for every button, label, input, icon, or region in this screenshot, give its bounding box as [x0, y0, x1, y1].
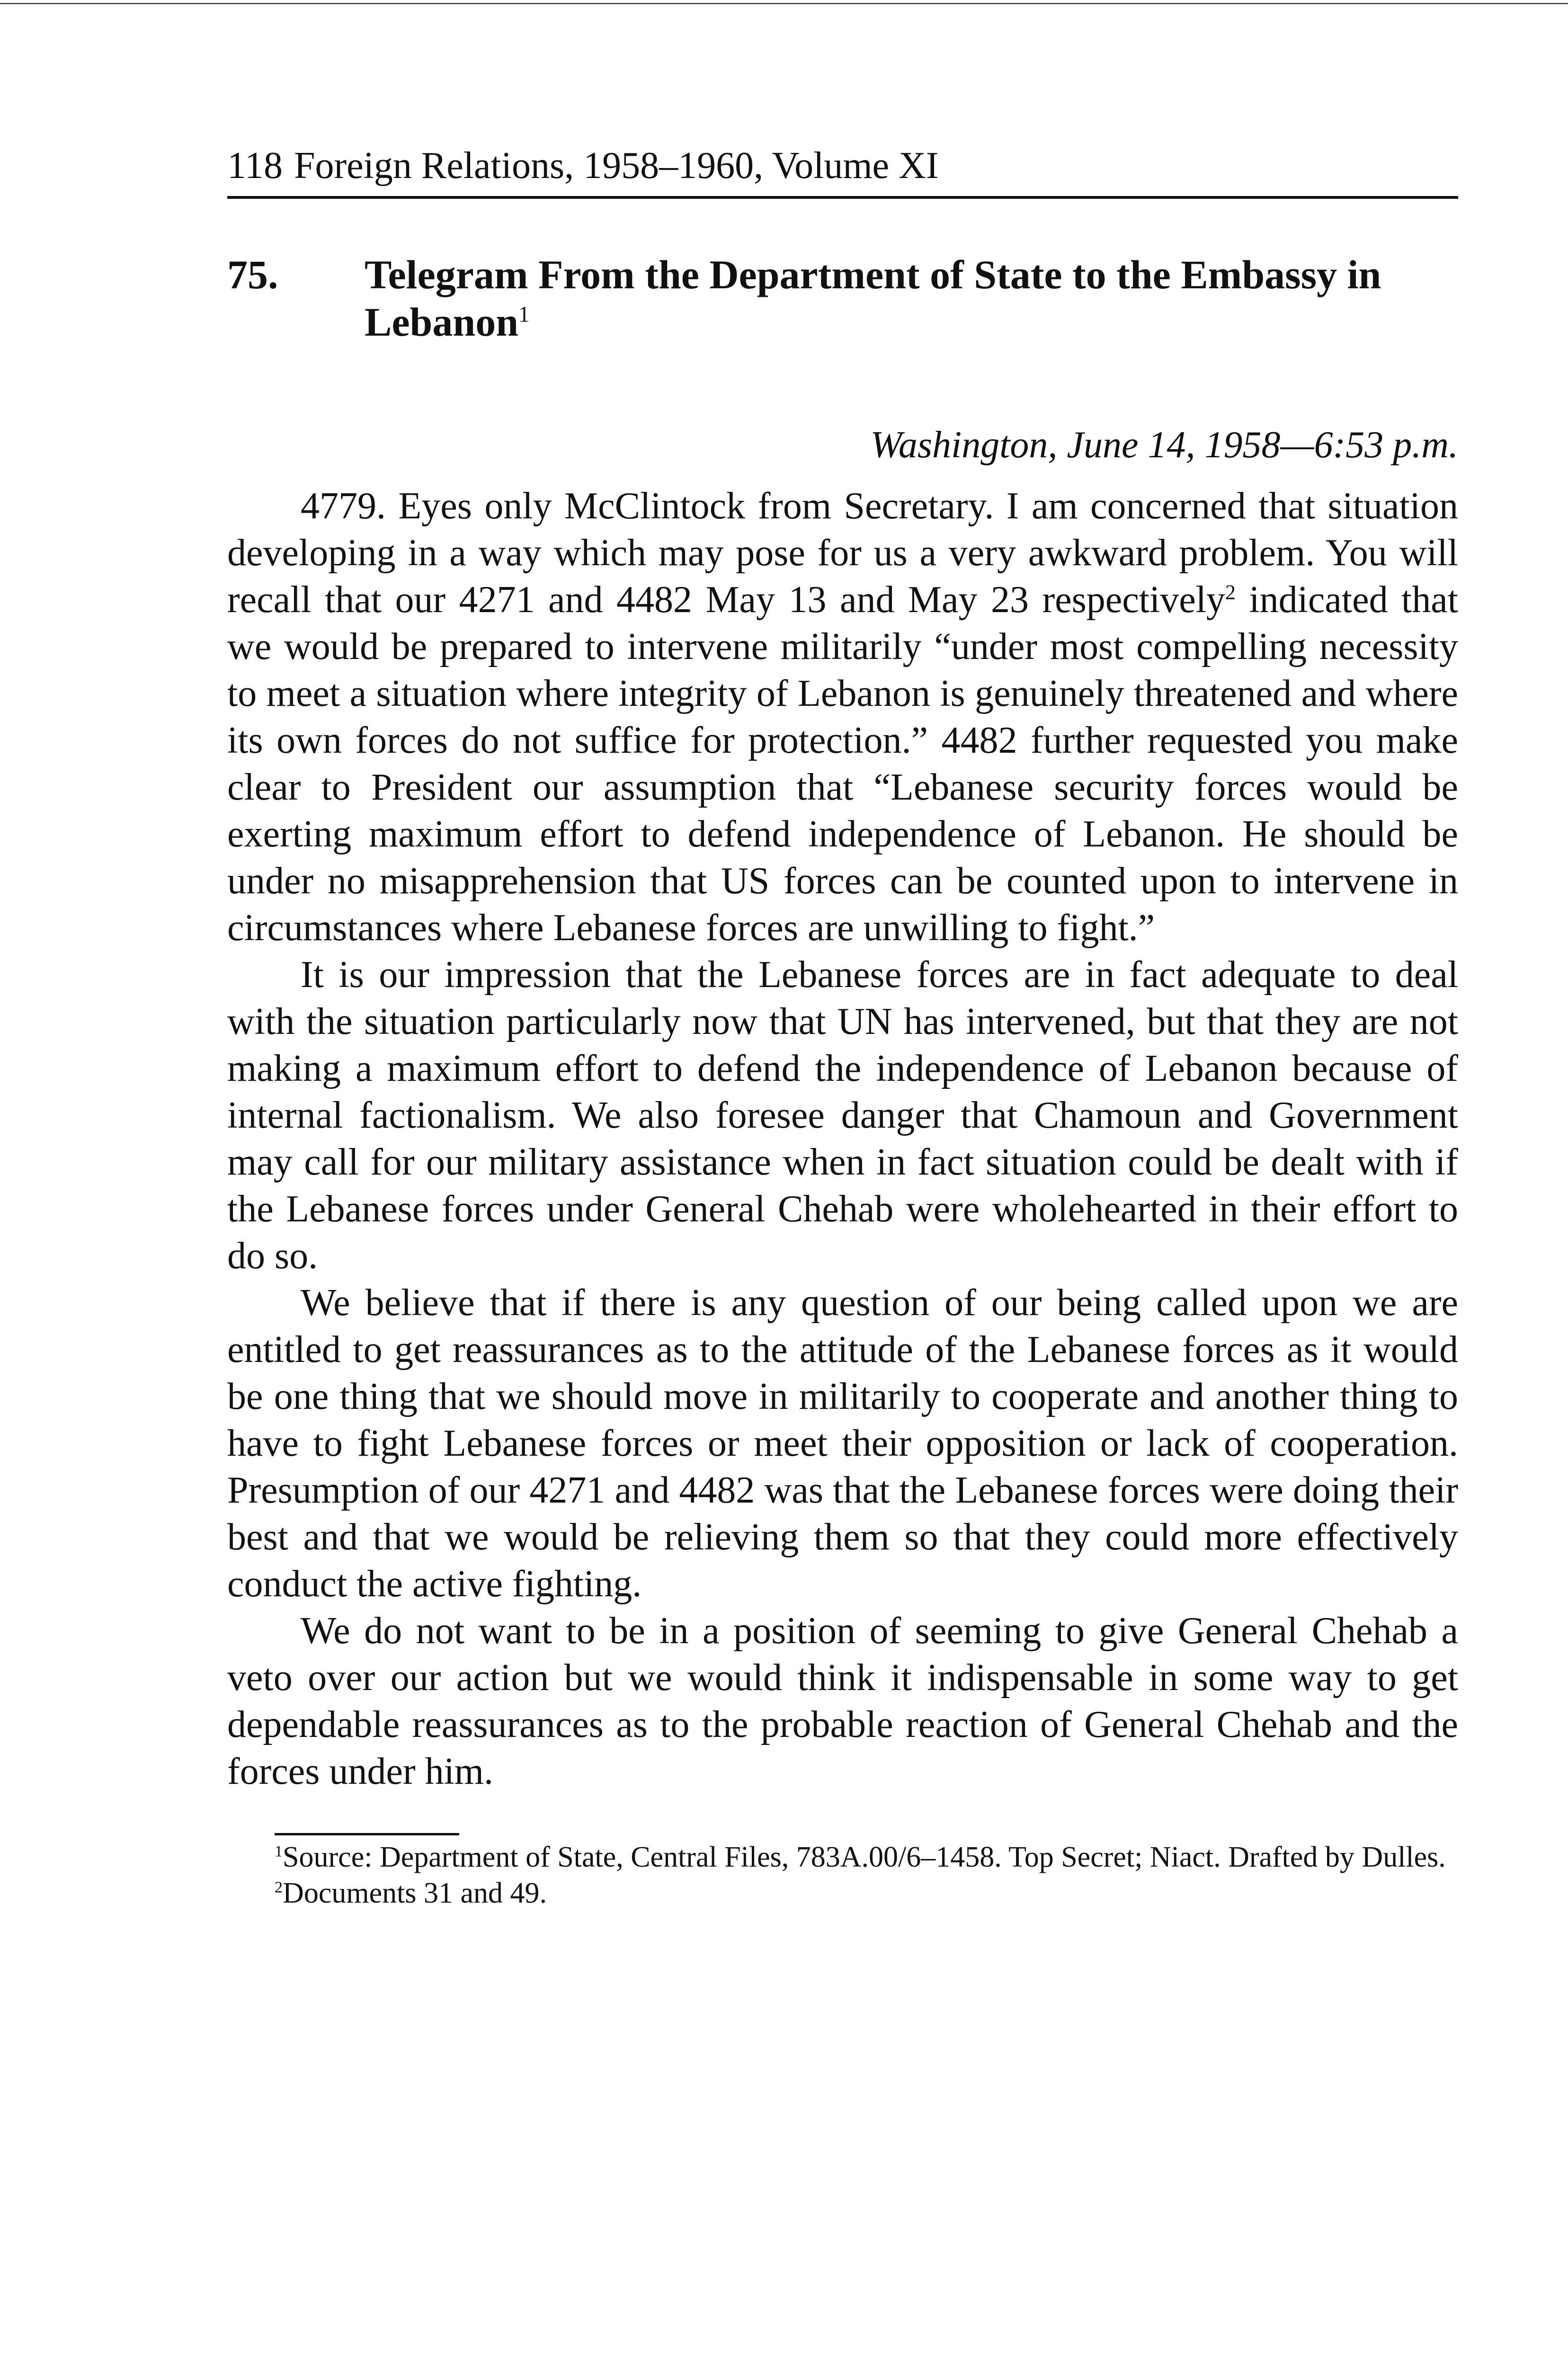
document-title: Telegram From the Department of State to the Embassy in Lebanon: [365, 252, 1381, 345]
dateline: Washington, June 14, 1958—6:53 p.m.: [870, 424, 1458, 466]
footnote-1-mark: 1: [275, 1842, 283, 1860]
paragraph-1: [227, 483, 1458, 952]
paragraph-1-part-b: indicated that we would be prepared to intervene militarily “under most compelling necessity to meet a situation where integrity of Lebanon is genuinely threatened and where its own forces do not suffice for protection.” 4482 further requested you make clear to President our assumption that “Lebanese security forces would be exerting maximum effort to defend independence of Lebanon. He should be under no misapprehension that US forces can be counted upon to intervene in circumstances where Lebanese forces are unwilling to fight.”: [227, 579, 1458, 949]
footnote-divider: [275, 1833, 459, 1835]
page-number: 118: [227, 145, 283, 187]
footnote-1: [227, 1839, 1458, 1875]
volume-title: Foreign Relations, 1958–1960, Volume XI: [294, 145, 939, 187]
paragraph-2: It is our impression that the Lebanese forces are in fact adequate to deal with the situation particularly now that UN has intervened, but that they are not making a maximum effort to defend the independence of Lebanon because of internal factionalism. We also foresee danger that Chamoun and Government may call for our military assistance when in fact situation could be dealt with if the Lebanese forces under General Chehab were wholehearted in their effort to do so.: [227, 954, 1458, 1277]
page-content: [227, 142, 1458, 1911]
running-head: [227, 142, 1458, 199]
footnote-1-text: Source: Department of State, Central Files, 783A.00/6–1458. Top Secret; Niact. Drafted by Dulles.: [283, 1841, 1446, 1873]
footnote-ref-2: 2: [1225, 580, 1236, 604]
scan-top-edge: [0, 3, 1568, 4]
footnote-2-mark: 2: [275, 1878, 283, 1896]
document-heading: [227, 251, 1458, 346]
footnote-2: [227, 1875, 1458, 1911]
paragraph-3: We believe that if there is any question of our being called upon we are entitled to get reassurances as to the attitude of the Lebanese forces as it would be one thing that we should move in militarily to cooperate and another thing to have to fight Lebanese forces or meet their opposition or lack of cooperation. Presumption of our 4271 and 4482 was that the Lebanese forces were doing their best and that we would be relieving them so that they could more effectively conduct the active fighting.: [227, 1282, 1458, 1605]
paragraph-1-part-a: 4779. Eyes only McClintock from Secretary. I am concerned that situation developing in a way which may pose for us a very awkward problem. You will recall that our 4271 and 4482 May 13 and May 23 respectively: [227, 485, 1458, 621]
document-number: 75.: [227, 252, 278, 297]
document-title-block: [365, 251, 1458, 346]
paragraph-4: We do not want to be in a position of seeming to give General Chehab a veto over our action but we would think it indispensable in some way to get dependable reassurances as to the probable reaction of General Chehab and the forces under him.: [227, 1610, 1458, 1792]
footnote-ref-1: 1: [518, 302, 530, 327]
telegram-body: [227, 483, 1458, 1795]
footnote-2-text: Documents 31 and 49.: [283, 1877, 547, 1909]
footnotes: [227, 1839, 1458, 1911]
